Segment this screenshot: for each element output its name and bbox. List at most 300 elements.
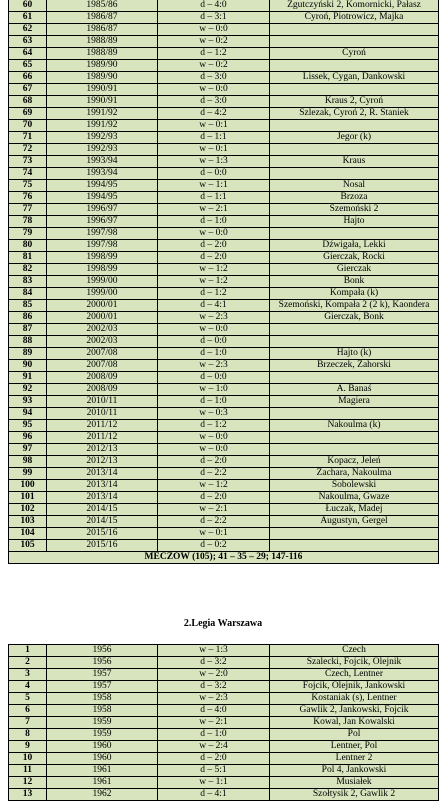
goal-scorers: Hajto: [270, 216, 439, 228]
goal-scorers: Cyroń, Piotrowicz, Majka: [270, 12, 439, 24]
season: 2008/09: [47, 372, 158, 384]
season: 2011/12: [47, 420, 158, 432]
match-result: w – 0:0: [158, 324, 270, 336]
match-result: d – 3:2: [158, 681, 270, 693]
goal-scorers: [270, 24, 439, 36]
match-number: 100: [9, 480, 47, 492]
match-number: 94: [9, 408, 47, 420]
season: 2013/14: [47, 492, 158, 504]
match-result: d – 1:2: [158, 48, 270, 60]
match-number: 74: [9, 168, 47, 180]
match-result: d – 2:2: [158, 468, 270, 480]
total-summary: MECZÓW (105); 41 – 35 – 29; 147-116: [9, 552, 439, 564]
table-row: [9, 348, 439, 360]
table-row: [9, 120, 439, 132]
season: 1989/90: [47, 60, 158, 72]
season: 1986/87: [47, 24, 158, 36]
match-result: w – 1:1: [158, 777, 270, 789]
table-row: [9, 753, 439, 765]
match-result: w – 0:1: [158, 528, 270, 540]
match-result: d – 1:1: [158, 192, 270, 204]
table-row: [9, 240, 439, 252]
table-row: [9, 0, 439, 12]
match-result: d – 1:1: [158, 132, 270, 144]
match-number: 81: [9, 252, 47, 264]
match-result: w – 0:1: [158, 120, 270, 132]
match-result: d – 0:0: [158, 372, 270, 384]
match-result: w – 1:0: [158, 384, 270, 396]
match-result: w – 2:3: [158, 312, 270, 324]
goal-scorers: Gierczak, Rocki: [270, 252, 439, 264]
table-row: [9, 480, 439, 492]
goal-scorers: Hajto (k): [270, 348, 439, 360]
goal-scorers: Kowal, Jan Kowalski: [270, 717, 439, 729]
match-number: 91: [9, 372, 47, 384]
match-result: d – 0:2: [158, 540, 270, 552]
table-row: [9, 324, 439, 336]
table-row: [9, 408, 439, 420]
match-result: w – 0:3: [158, 408, 270, 420]
section-title: 2.Legia Warszawa: [183, 618, 263, 629]
match-number: 95: [9, 420, 47, 432]
goal-scorers: Musiałek: [270, 777, 439, 789]
goal-scorers: Gierczak, Bonk: [270, 312, 439, 324]
match-number: 71: [9, 132, 47, 144]
match-result: w – 1:2: [158, 264, 270, 276]
season: 2010/11: [47, 408, 158, 420]
goal-scorers: [270, 120, 439, 132]
match-number: 96: [9, 432, 47, 444]
table-row: [9, 432, 439, 444]
match-number: 66: [9, 72, 47, 84]
match-number: 90: [9, 360, 47, 372]
match-result: d – 3:2: [158, 657, 270, 669]
season: 1961: [47, 765, 158, 777]
season: 1999/00: [47, 288, 158, 300]
goal-scorers: Nakoulma (k): [270, 420, 439, 432]
season: 1958: [47, 693, 158, 705]
match-result: w – 2:1: [158, 504, 270, 516]
match-number: 69: [9, 108, 47, 120]
table-row: [9, 528, 439, 540]
table-row: [9, 504, 439, 516]
season: 2015/16: [47, 528, 158, 540]
match-number: 105: [9, 540, 47, 552]
match-number: 6: [9, 705, 47, 717]
season: 2002/03: [47, 324, 158, 336]
table-row: [9, 765, 439, 777]
match-number: 9: [9, 741, 47, 753]
match-number: 79: [9, 228, 47, 240]
goal-scorers: [270, 540, 439, 552]
match-number: 99: [9, 468, 47, 480]
season: 2008/09: [47, 384, 158, 396]
table-row: [9, 645, 439, 657]
table-row: [9, 681, 439, 693]
season: 1956: [47, 645, 158, 657]
match-number: 10: [9, 753, 47, 765]
match-result: w – 1:3: [158, 156, 270, 168]
match-result: w – 0:2: [158, 36, 270, 48]
goal-scorers: A. Banaś: [270, 384, 439, 396]
goal-scorers: Kopacz, Jeleń: [270, 456, 439, 468]
table-row: [9, 60, 439, 72]
goal-scorers: [270, 324, 439, 336]
table-row: [9, 72, 439, 84]
match-number: 82: [9, 264, 47, 276]
goal-scorers: Dźwigała, Lekki: [270, 240, 439, 252]
match-result: w – 0:0: [158, 432, 270, 444]
season: 1962: [47, 789, 158, 801]
goal-scorers: Brzoza: [270, 192, 439, 204]
match-number: 65: [9, 60, 47, 72]
match-result: w – 0:2: [158, 60, 270, 72]
goal-scorers: Szemoński 2: [270, 204, 439, 216]
match-number: 77: [9, 204, 47, 216]
match-result: d – 4:0: [158, 705, 270, 717]
goal-scorers: Czech, Lentner: [270, 669, 439, 681]
match-number: 70: [9, 120, 47, 132]
table-row: [9, 444, 439, 456]
match-result: d – 4:1: [158, 789, 270, 801]
table-row: [9, 84, 439, 96]
goal-scorers: Lentner 2: [270, 753, 439, 765]
match-result: w – 1:2: [158, 480, 270, 492]
match-number: 92: [9, 384, 47, 396]
goal-scorers: [270, 408, 439, 420]
goal-scorers: Łuczak, Madej: [270, 504, 439, 516]
table-row: [9, 705, 439, 717]
total-row: [9, 552, 439, 564]
match-result: d – 2:2: [158, 516, 270, 528]
match-number: 89: [9, 348, 47, 360]
goal-scorers: Brzeczek, Zahorski: [270, 360, 439, 372]
season: 2010/11: [47, 396, 158, 408]
match-number: 3: [9, 669, 47, 681]
season: 1996/97: [47, 204, 158, 216]
season: 1991/92: [47, 108, 158, 120]
goal-scorers: Cyroń: [270, 48, 439, 60]
match-number: 104: [9, 528, 47, 540]
match-number: 72: [9, 144, 47, 156]
match-result: d – 2:0: [158, 492, 270, 504]
goal-scorers: Gierczak: [270, 264, 439, 276]
goal-scorers: Lissek, Cygan, Dankowski: [270, 72, 439, 84]
goal-scorers: Pol 4, Jankowski: [270, 765, 439, 777]
table-row: [9, 36, 439, 48]
season: 1994/95: [47, 180, 158, 192]
match-number: 98: [9, 456, 47, 468]
table-row: [9, 48, 439, 60]
match-number: 2: [9, 657, 47, 669]
table-row: [9, 300, 439, 312]
season: 1991/92: [47, 120, 158, 132]
table-row: [9, 492, 439, 504]
goal-scorers: Kostaniak (s), Lentner: [270, 693, 439, 705]
table-row: [9, 216, 439, 228]
goal-scorers: Szalecki, Fojcik, Olejnik: [270, 657, 439, 669]
goal-scorers: [270, 36, 439, 48]
goal-scorers: Pol: [270, 729, 439, 741]
match-result: w – 1:3: [158, 645, 270, 657]
match-result: w – 2:1: [158, 717, 270, 729]
table-row: [9, 777, 439, 789]
season: 1993/94: [47, 168, 158, 180]
season: 1961: [47, 777, 158, 789]
match-result: d – 4:1: [158, 300, 270, 312]
table-row: [9, 540, 439, 552]
goal-scorers: Zachara, Nakoulma: [270, 468, 439, 480]
table-row: [9, 693, 439, 705]
table-row: [9, 144, 439, 156]
match-result: d – 0:0: [158, 168, 270, 180]
goal-scorers: Lentner, Pol: [270, 741, 439, 753]
match-result: d – 1:0: [158, 729, 270, 741]
goal-scorers: [270, 84, 439, 96]
goal-scorers: [270, 444, 439, 456]
goal-scorers: [270, 144, 439, 156]
match-number: 80: [9, 240, 47, 252]
table-row: [9, 336, 439, 348]
table-row: [9, 180, 439, 192]
table-row: [9, 204, 439, 216]
table-row: [9, 657, 439, 669]
match-result: d – 1:0: [158, 216, 270, 228]
match-number: 73: [9, 156, 47, 168]
table-row: [9, 108, 439, 120]
match-result: w – 1:1: [158, 180, 270, 192]
match-result: w – 2:0: [158, 669, 270, 681]
table-row: [9, 372, 439, 384]
match-number: 64: [9, 48, 47, 60]
season: 1959: [47, 729, 158, 741]
season: 1997/98: [47, 240, 158, 252]
goal-scorers: Czech: [270, 645, 439, 657]
match-result: d – 3:0: [158, 72, 270, 84]
table-row: [9, 729, 439, 741]
match-number: 102: [9, 504, 47, 516]
season: 1959: [47, 717, 158, 729]
season: 1998/99: [47, 264, 158, 276]
season: 2000/01: [47, 312, 158, 324]
table-row: [9, 96, 439, 108]
table-row: [9, 228, 439, 240]
table-row: [9, 132, 439, 144]
season: 1958: [47, 705, 158, 717]
match-number: 62: [9, 24, 47, 36]
match-number: 75: [9, 180, 47, 192]
season: 2013/14: [47, 468, 158, 480]
table-row: [9, 156, 439, 168]
match-result: w – 0:0: [158, 228, 270, 240]
goal-scorers: [270, 432, 439, 444]
match-table-legia: [8, 644, 439, 801]
match-result: w – 2:1: [158, 204, 270, 216]
match-result: w – 1:2: [158, 276, 270, 288]
match-result: d – 1:0: [158, 396, 270, 408]
season: 1990/91: [47, 84, 158, 96]
match-number: 85: [9, 300, 47, 312]
season: 1957: [47, 681, 158, 693]
goal-scorers: [270, 336, 439, 348]
match-number: 88: [9, 336, 47, 348]
season: 1985/86: [47, 0, 158, 12]
match-number: 68: [9, 96, 47, 108]
match-result: d – 2:0: [158, 753, 270, 765]
match-number: 61: [9, 12, 47, 24]
match-number: 101: [9, 492, 47, 504]
match-number: 11: [9, 765, 47, 777]
match-result: w – 2:3: [158, 693, 270, 705]
match-number: 60: [9, 0, 47, 12]
table-row: [9, 420, 439, 432]
season: 1988/89: [47, 48, 158, 60]
match-number: 13: [9, 789, 47, 801]
goal-scorers: Kraus 2, Cyroń: [270, 96, 439, 108]
table-row: [9, 396, 439, 408]
goal-scorers: Nakoulma, Gwaze: [270, 492, 439, 504]
match-number: 84: [9, 288, 47, 300]
season: 1993/94: [47, 156, 158, 168]
match-result: w – 0:1: [158, 144, 270, 156]
season: 1960: [47, 753, 158, 765]
season: 2011/12: [47, 432, 158, 444]
goal-scorers: [270, 168, 439, 180]
season: 1957: [47, 669, 158, 681]
season: 1992/93: [47, 132, 158, 144]
match-result: w – 2:4: [158, 741, 270, 753]
table-row: [9, 312, 439, 324]
season: 1994/95: [47, 192, 158, 204]
match-number: 93: [9, 396, 47, 408]
season: 1998/99: [47, 252, 158, 264]
match-number: 67: [9, 84, 47, 96]
season: 1999/00: [47, 276, 158, 288]
match-result: d – 2:0: [158, 456, 270, 468]
season: 2007/08: [47, 360, 158, 372]
season: 1992/93: [47, 144, 158, 156]
season: 2013/14: [47, 480, 158, 492]
table-row: [9, 669, 439, 681]
goal-scorers: [270, 60, 439, 72]
season: 2002/03: [47, 336, 158, 348]
goal-scorers: Magiera: [270, 396, 439, 408]
table-row: [9, 276, 439, 288]
table-row: [9, 468, 439, 480]
table-row: [9, 384, 439, 396]
match-number: 78: [9, 216, 47, 228]
season: 1997/98: [47, 228, 158, 240]
season: 1990/91: [47, 96, 158, 108]
table-row: [9, 516, 439, 528]
match-result: w – 0:0: [158, 444, 270, 456]
table-row: [9, 717, 439, 729]
match-number: 1: [9, 645, 47, 657]
match-result: w – 0:0: [158, 24, 270, 36]
goal-scorers: Fojcik, Olejnik, Jankowski: [270, 681, 439, 693]
season: 2015/16: [47, 540, 158, 552]
table-row: [9, 741, 439, 753]
goal-scorers: Sobolewski: [270, 480, 439, 492]
table-row: [9, 456, 439, 468]
goal-scorers: Szemoński, Kompała 2 (2 k), Kaondera: [270, 300, 439, 312]
season: 1956: [47, 657, 158, 669]
season: 2000/01: [47, 300, 158, 312]
match-number: 86: [9, 312, 47, 324]
match-table-body: [9, 0, 439, 552]
match-result: d – 5:1: [158, 765, 270, 777]
match-result: d – 1:0: [158, 348, 270, 360]
goal-scorers: Kraus: [270, 156, 439, 168]
season: 1989/90: [47, 72, 158, 84]
match-result: d – 4:2: [158, 108, 270, 120]
match-table-body: [9, 645, 439, 801]
match-result: w – 0:0: [158, 84, 270, 96]
match-number: 63: [9, 36, 47, 48]
goal-scorers: Augustyn, Gergel: [270, 516, 439, 528]
match-number: 5: [9, 693, 47, 705]
table-row: [9, 264, 439, 276]
match-result: d – 0:0: [158, 336, 270, 348]
match-result: d – 2:0: [158, 252, 270, 264]
match-result: d – 1:2: [158, 288, 270, 300]
table-row: [9, 252, 439, 264]
goal-scorers: [270, 528, 439, 540]
match-result: d – 2:0: [158, 240, 270, 252]
goal-scorers: Gawlik 2, Jankowski, Fojcik: [270, 705, 439, 717]
match-number: 76: [9, 192, 47, 204]
goal-scorers: Szołtysik 2, Gawlik 2: [270, 789, 439, 801]
season: 2014/15: [47, 516, 158, 528]
goal-scorers: Jegor (k): [270, 132, 439, 144]
match-number: 4: [9, 681, 47, 693]
season: 2014/15: [47, 504, 158, 516]
goal-scorers: [270, 228, 439, 240]
season: 2012/13: [47, 456, 158, 468]
match-result: d – 1:2: [158, 420, 270, 432]
table-row: [9, 789, 439, 801]
goal-scorers: [270, 372, 439, 384]
match-number: 87: [9, 324, 47, 336]
goal-scorers: Kompała (k): [270, 288, 439, 300]
match-number: 103: [9, 516, 47, 528]
match-number: 7: [9, 717, 47, 729]
table-row: [9, 360, 439, 372]
season: 2007/08: [47, 348, 158, 360]
goal-scorers: Bonk: [270, 276, 439, 288]
match-result: d – 4:0: [158, 0, 270, 12]
match-number: 12: [9, 777, 47, 789]
match-number: 8: [9, 729, 47, 741]
table-row: [9, 12, 439, 24]
match-table-gornik: [8, 0, 439, 564]
table-row: [9, 168, 439, 180]
table-row: [9, 192, 439, 204]
match-result: w – 2:3: [158, 360, 270, 372]
goal-scorers: Zgutczyński 2, Komornicki, Pałasz: [270, 0, 439, 12]
goal-scorers: Nosal: [270, 180, 439, 192]
season: 1996/97: [47, 216, 158, 228]
season: 2012/13: [47, 444, 158, 456]
table-row: [9, 24, 439, 36]
table-row: [9, 288, 439, 300]
match-number: 97: [9, 444, 47, 456]
match-number: 83: [9, 276, 47, 288]
match-result: d – 3:1: [158, 12, 270, 24]
match-result: d – 3:0: [158, 96, 270, 108]
goal-scorers: Szlezak, Cyroń 2, R. Staniek: [270, 108, 439, 120]
season: 1988/89: [47, 36, 158, 48]
